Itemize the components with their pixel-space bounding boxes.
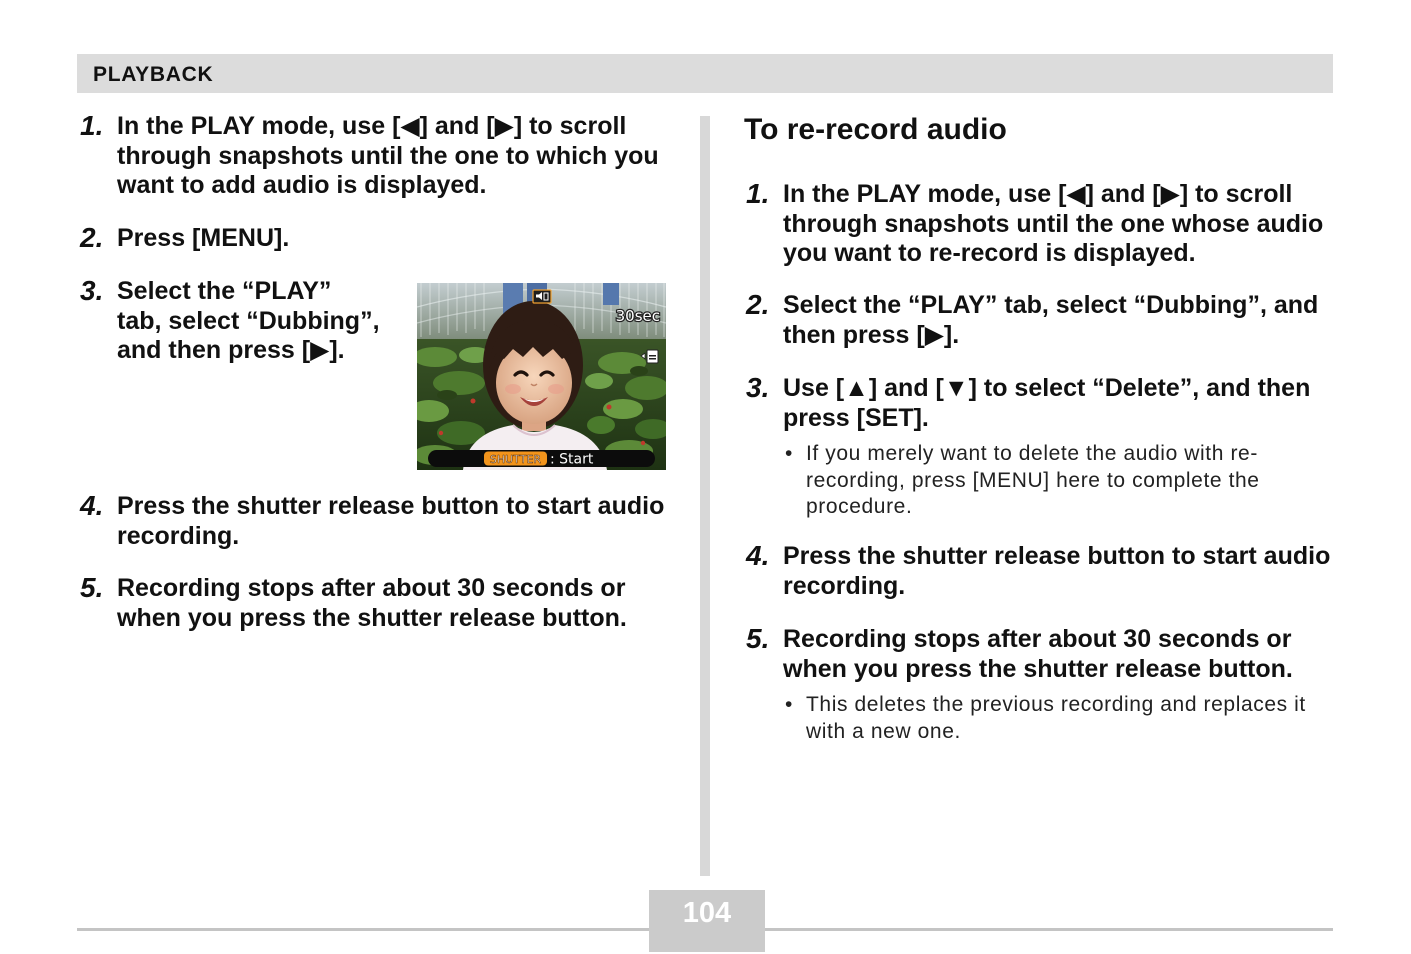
page-header-band — [77, 54, 1333, 93]
step-number: 4. — [80, 490, 104, 521]
camera-screen-preview — [417, 283, 666, 470]
step-number: 3. — [80, 275, 104, 306]
step-text: Press the shutter release button to start audio recording. — [783, 542, 1331, 600]
bullet-marker — [785, 441, 792, 468]
note-text: If you merely want to delete the audio with re- recording, press [MENU] here to complete the procedure. — [806, 442, 1260, 518]
bullet-marker — [785, 692, 792, 719]
step-text: In the PLAY mode, use [◀] and [▶] to scroll through snapshots until the one to which you want to add audio is displayed. — [117, 112, 659, 199]
step-text: Recording stops after about 30 seconds or when you press the shutter release button. — [117, 574, 627, 632]
step-number: 1. — [746, 178, 770, 209]
column-divider — [700, 116, 710, 876]
dubbing-icon — [533, 290, 551, 303]
shutter-action-label: : Start — [550, 451, 594, 468]
section-title: PLAYBACK — [93, 63, 214, 86]
step-number: 3. — [746, 372, 770, 403]
page-number: 104 — [682, 897, 732, 929]
step-text: Recording stops after about 30 seconds or when you press the shutter release button. — [783, 625, 1293, 683]
step-number: 5. — [746, 623, 770, 654]
step-number: 1. — [80, 110, 104, 141]
step-text: Press [MENU]. — [117, 224, 290, 252]
recording-duration-label: 30sec — [615, 307, 660, 325]
section-heading: To re-record audio — [744, 113, 1007, 146]
step-number: 2. — [80, 222, 104, 253]
step-text: Select the “PLAY” tab, select “Dubbing”, and then press [▶]. — [783, 291, 1319, 349]
page-number-box — [649, 890, 765, 952]
step-text: In the PLAY mode, use [◀] and [▶] to scroll through snapshots until the one whose audio you want to re-record is displayed. — [783, 180, 1324, 267]
note-text: This deletes the previous recording and replaces it with a new one. — [806, 693, 1306, 743]
step-text: Select the “PLAY” tab, select “Dubbing”, and then press [▶]. — [117, 277, 380, 364]
step-number: 5. — [80, 572, 104, 603]
shutter-prompt-bar — [428, 450, 655, 468]
step-text: Use [▲] and [▼] to select “Delete”, and then press [SET]. — [783, 374, 1311, 432]
shutter-badge-label: SHUTTER — [489, 453, 542, 466]
step-text: Press the shutter release button to start audio recording. — [117, 492, 665, 550]
step-number: 2. — [746, 289, 770, 320]
step-number: 4. — [746, 540, 770, 571]
